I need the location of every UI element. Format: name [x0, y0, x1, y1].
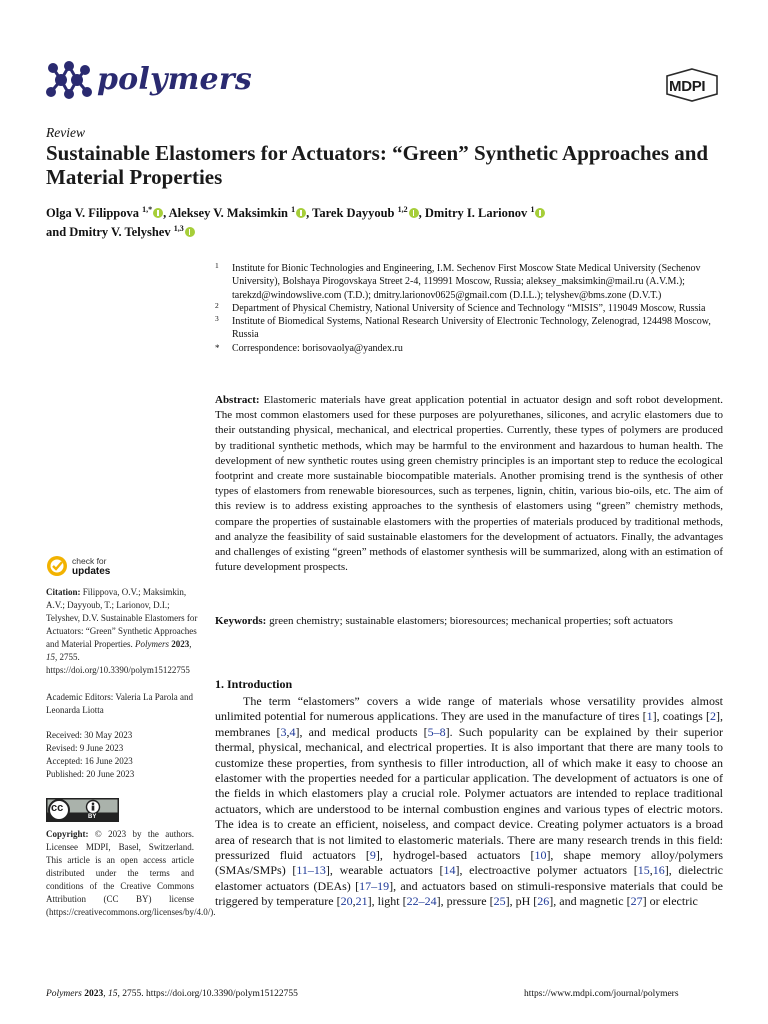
keywords	[215, 614, 723, 629]
author-name: Olga V. Filippova	[46, 206, 143, 221]
abstract	[215, 393, 723, 575]
introduction-paragraph	[215, 694, 723, 910]
publication-dates	[46, 729, 198, 781]
abstract-text: Elastomeric materials have great application potential in actuator design and soft robot development. The most common elastomers used for these purposes are polyurethanes, silicones, and acrylic elastomers due to their outstanding physical, mechanical, and electrical properties. Currently, these types of polymers are produced by traditional synthetic methods, which may be harmful to the environment and hazardous to human health. The development of new synthetic routes using green chemistry principles is an important step to reduce the ecological footprint and create more sustainable biocompatible materials. Another promising trend is the synthesis of other types of elastomers from renewable bioresources, such as terpenes, lignin, chitin, various bio-oils, etc. The aim of this review is to address existing approaches to the synthesis of elastomers using “green” chemistry methods, compare the properties of sustainable elastomers with the properties of materials produced by traditional methods, and analyze the feasibility of said sustainable elastomers for the development of actuators. Finally, the advantages and challenges of existing “green” methods of elastomer synthesis will be summarized, along with an estimation of future development prospects.	[215, 394, 723, 574]
affiliation-text: Institute for Bionic Technologies and Engineering, I.M. Sechenov First Moscow State Medical University (Sechenov University), Bolshaya Pirogovskaya Street 2-4, 119991 Moscow, Russia; aleksey_maksimkin@mail.ru (A.V.M.); tarekzd@windowslive.com (T.D.); dmitry.larionov0625@gmail.com (D.I.L.); telyshev@bms.zone (D.V.T.)	[232, 263, 701, 301]
introduction-text: ], and medical products [	[295, 724, 428, 739]
orcid-icon[interactable]	[185, 227, 195, 237]
introduction-text: ,	[286, 724, 290, 739]
reference-link[interactable]: 22–24	[406, 894, 437, 909]
introduction-text: ,	[352, 894, 356, 909]
polymers-logo-icon	[45, 60, 93, 100]
article-title: Sustainable Elastomers for Actuators: “Green” Synthetic Approaches and Material Properties	[46, 141, 709, 189]
orcid-icon[interactable]	[296, 208, 306, 218]
citation-journal: Polymers	[134, 639, 169, 649]
copyright-notice	[46, 828, 216, 919]
affiliation-item	[215, 342, 725, 355]
introduction-text: ], electroactive polymer actuators [	[455, 863, 638, 878]
citation-volume: 15	[46, 652, 55, 662]
footer-journal: Polymers	[46, 989, 82, 999]
reference-link[interactable]: 10	[534, 848, 547, 863]
author-separator: ,	[306, 206, 313, 221]
introduction-text: ], shape memory alloy/polymers (SMAs/SMPs) [	[215, 848, 724, 878]
orcid-icon[interactable]	[409, 208, 419, 218]
date-line: Accepted: 16 June 2023	[46, 756, 133, 766]
author-name: Tarek Dayyoub	[312, 206, 398, 221]
reference-link[interactable]: 9	[369, 848, 376, 863]
author-list	[46, 202, 726, 240]
introduction-text: ], pH [	[505, 894, 538, 909]
affiliation-item	[215, 262, 725, 302]
reference-link[interactable]: 17–19	[359, 878, 390, 893]
author-name: Dmitry I. Larionov	[424, 206, 531, 221]
reference-link[interactable]: 27	[630, 894, 643, 909]
introduction-text: ], coatings [	[652, 709, 710, 724]
academic-editors: Academic Editors: Valeria La Parola and Leonarda Liotta	[46, 692, 194, 715]
reference-link[interactable]: 1	[646, 709, 653, 724]
keywords-text: green chemistry; sustainable elastomers; bioresources; mechanical properties; soft actuators	[269, 615, 673, 627]
affiliation-item	[215, 315, 725, 342]
introduction-text: ], hydrogel-based actuators [	[375, 848, 535, 863]
author-affiliation-sup: 1	[530, 205, 535, 214]
cc-label: cc	[51, 802, 64, 814]
affiliation-text: Institute of Biomedical Systems, National Research University of Electronic Technology, Zelenograd, 124498 Moscow, Russia	[232, 316, 711, 341]
author-affiliation-sup: 1	[291, 205, 296, 214]
introduction-text: ]. Such popularity can be explained by their superior thermal, physical, mechanical, and electrical properties. It is also important that there are many tools to customize these properties, from synthesis to filler introduction, all of which make it easy to choose an elastomer with the properties needed for a particular application. The development of actuators is one of the fields in which elastomers play a crucial role. Polymer actuators are intended to replace traditional actuators, which are understood to be internal combustion engines and various types of electric motors. The idea is to create an efficient, noiseless, and compact device. Creating polymer actuators is a broad area of research that is not limited to elastomeric materials. There are many research trends in this field: pressurized fluid actuators [	[215, 724, 724, 863]
cc-by-license-badge[interactable]	[46, 798, 119, 822]
journal-logo[interactable]	[45, 60, 265, 104]
reference-link[interactable]: 16	[652, 863, 665, 878]
copyright-text: © 2023 by the authors. Licensee MDPI, Basel, Switzerland. This article is an open access article distributed under the terms and conditions of the Creative Commons Attribution (CC BY) license (https://creativecommons.org/licenses/by/4.0/).	[46, 829, 216, 917]
introduction-text: ], wearable actuators [	[325, 863, 444, 878]
affiliation-text: Department of Physical Chemistry, National University of Science and Technology “MISIS”, 119049 Moscow, Russia	[232, 302, 706, 314]
publisher-name: MDPI	[669, 78, 706, 95]
author-name: Aleksey V. Maksimkin	[168, 206, 292, 221]
reference-link[interactable]: 5–8	[427, 724, 446, 739]
check-updates-line2: updates	[72, 566, 111, 577]
introduction-text: ], dielectric elastomer actuators (DEAs) [	[215, 863, 723, 893]
footer-doi[interactable]: , 2755. https://doi.org/10.3390/polym15122755	[117, 989, 298, 999]
keywords-label: Keywords:	[215, 615, 267, 627]
reference-link[interactable]: 11–13	[296, 863, 326, 878]
citation-text: Filippova, O.V.; Maksimkin, A.V.; Dayyoub, T.; Larionov, D.I.; Telyshev, D.V. Sustainable Elastomers for Actuators: “Green” Synthetic Approaches and Material Properties.	[46, 587, 198, 649]
introduction-text: ], membranes [	[215, 709, 723, 739]
introduction-text: ] or electric	[642, 894, 698, 909]
affiliation-number: 2	[215, 300, 219, 310]
introduction-text: ], pressure [	[436, 894, 494, 909]
affiliation-number: *	[215, 342, 220, 353]
footer-citation: Polymers 2023, 15, 2755. https://doi.org/10.3390/polym15122755	[46, 989, 298, 999]
check-for-updates-badge[interactable]	[46, 555, 166, 581]
citation-year: 2023	[171, 639, 190, 649]
reference-link[interactable]: 3	[280, 724, 287, 739]
introduction-text: The term “elastomers” covers a wide range of materials whose versatility provides almost unlimited potential for numerous applications. They are used in the manufacture of tires [	[215, 694, 723, 724]
check-updates-line1: check for	[72, 556, 107, 566]
reference-link[interactable]: 26	[537, 894, 550, 909]
reference-link[interactable]: 14	[443, 863, 456, 878]
author-separator: ,	[418, 206, 425, 221]
author-affiliation-sup: 1,3	[173, 224, 184, 234]
reference-link[interactable]: 4	[289, 724, 296, 739]
section-heading: 1. Introduction	[215, 677, 293, 691]
citation-doi[interactable]: , 2755. https://doi.org/10.3390/polym15122755	[46, 652, 190, 675]
journal-name: polymers	[97, 62, 252, 97]
by-label: BY	[88, 814, 97, 820]
reference-link[interactable]: 20	[340, 894, 353, 909]
date-line: Received: 30 May 2023	[46, 730, 133, 740]
introduction-text: ], light [	[367, 894, 407, 909]
reference-link[interactable]: 15	[637, 863, 650, 878]
date-line: Published: 20 June 2023	[46, 769, 135, 779]
date-line: Revised: 9 June 2023	[46, 743, 124, 753]
author-affiliation-sup: 1,2	[397, 205, 408, 214]
affiliations	[215, 262, 725, 355]
author-affiliation-sup: 1,*	[142, 205, 153, 214]
orcid-icon[interactable]	[535, 208, 545, 218]
reference-link[interactable]: 21	[355, 894, 368, 909]
copyright-label: Copyright:	[46, 829, 89, 839]
footer-journal-url[interactable]: https://www.mdpi.com/journal/polymers	[524, 989, 679, 999]
reference-link[interactable]: 2	[710, 709, 716, 724]
affiliation-number: 1	[215, 261, 219, 270]
abstract-label: Abstract:	[215, 394, 260, 406]
footer-volume: 15	[108, 989, 118, 999]
affiliation-text: Correspondence: borisovaolya@yandex.ru	[232, 342, 403, 354]
publisher-logo[interactable]	[664, 68, 720, 102]
footer-year: 2023	[84, 989, 104, 999]
affiliation-item	[215, 302, 725, 315]
introduction-text: ,	[649, 863, 653, 878]
article-type: Review	[46, 125, 85, 140]
author-separator: ,	[163, 206, 169, 221]
orcid-icon[interactable]	[153, 208, 163, 218]
reference-link[interactable]: 25	[493, 894, 506, 909]
author-name: and Dmitry V. Telyshev	[46, 225, 174, 240]
introduction-text: ], and actuators based on stimuli-responsive materials that could be triggered by temperature [	[215, 878, 724, 909]
introduction-text: ], and magnetic [	[549, 894, 631, 909]
affiliation-number: 3	[215, 314, 219, 324]
citation-label: Citation:	[46, 587, 81, 597]
citation-block: Citation: Filippova, O.V.; Maksimkin, A.V.; Dayyoub, T.; Larionov, D.I.; Telyshev, D.V. Sustainable Elastomers for Actuators: “Green” Synthetic Approaches and Material Properties. Polymers 2023, 15, 2755. https://doi.org/10.3390/polym15122755	[46, 587, 198, 675]
check-updates-icon	[46, 555, 68, 577]
